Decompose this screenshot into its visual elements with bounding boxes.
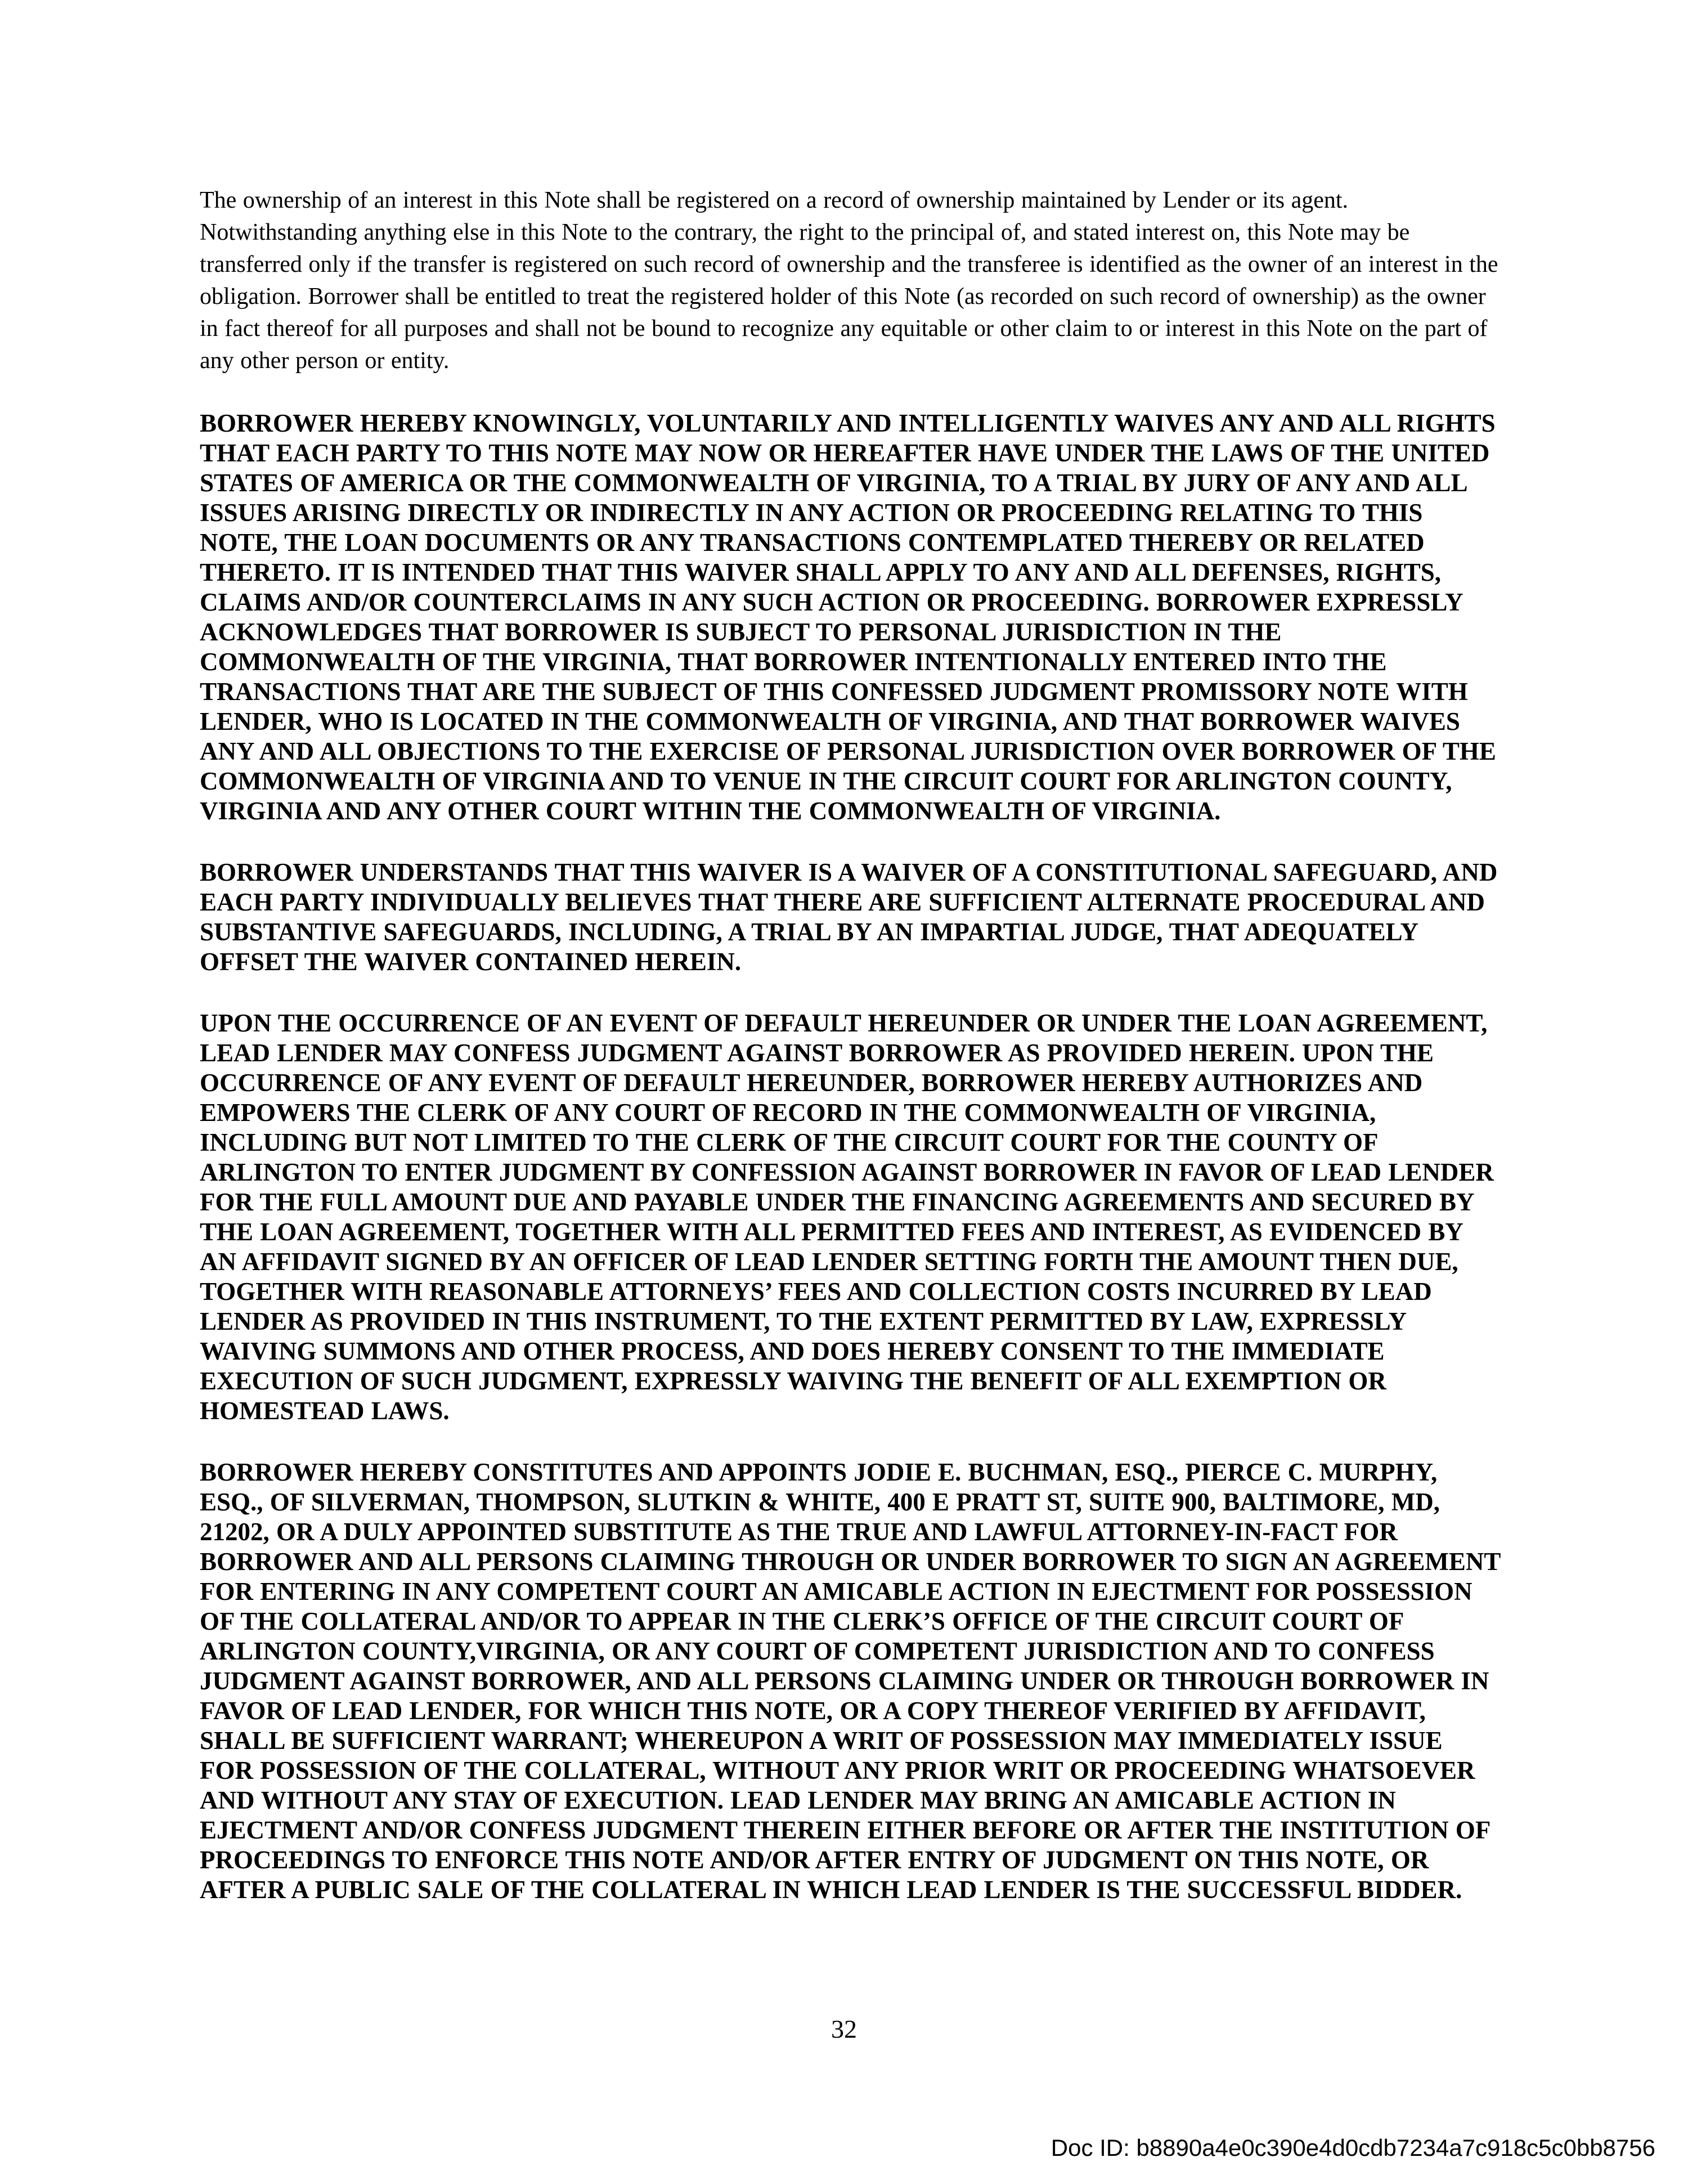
paragraph-note-ownership-registration: The ownership of an interest in this Note shall be registered on a record of ownership maintained by Lender or its agent. Notwithstanding anything else in this Note to the contrary, the right to the principal of, and stated interest on, this Note may be transferred only if the transfer is registered on such record of ownership and the transferee is identified as the owner of an interest in the obligation. Borrower shall be entitled to treat the registered holder of this Note (as recorded on such record of ownership) as the owner in fact thereof for all purposes and shall not be bound to recognize any equitable or other claim to or interest in this Note on the part of any other person or entity. bbox=[200, 187, 1498, 374]
paragraph-confession-of-judgment: UPON THE OCCURRENCE OF AN EVENT OF DEFAULT HEREUNDER OR UNDER THE LOAN AGREEMENT, LEAD LENDER MAY CONFESS JUDGMENT AGAINST BORROWER AS PROVIDED HEREIN. UPON THE OCCURRENCE OF ANY EVENT OF DEFAULT HEREUNDER, BORROWER HEREBY AUTHORIZES AND EMPOWERS THE CLERK OF ANY COURT OF RECORD IN THE COMMONWEALTH OF VIRGINIA, INCLUDING BUT NOT LIMITED TO THE CLERK OF THE CIRCUIT COURT FOR THE COUNTY OF ARLINGTON TO ENTER JUDGMENT BY CONFESSION AGAINST BORROWER IN FAVOR OF LEAD LENDER FOR THE FULL AMOUNT DUE AND PAYABLE UNDER THE FINANCING AGREEMENTS AND SECURED BY THE LOAN AGREEMENT, TOGETHER WITH ALL PERMITTED FEES AND INTEREST, AS EVIDENCED BY AN AFFIDAVIT SIGNED BY AN OFFICER OF LEAD LENDER SETTING FORTH THE AMOUNT THEN DUE, TOGETHER WITH REASONABLE ATTORNEYS’ FEES AND COLLECTION COSTS INCURRED BY LEAD LENDER AS PROVIDED IN THIS INSTRUMENT, TO THE EXTENT PERMITTED BY LAW, EXPRESSLY WAIVING SUMMONS AND OTHER PROCESS, AND DOES HEREBY CONSENT TO THE IMMEDIATE EXECUTION OF SUCH JUDGMENT, EXPRESSLY WAIVING THE BENEFIT OF ALL EXEMPTION OR HOMESTEAD LAWS. bbox=[200, 1009, 1494, 1425]
doc-id-footer: Doc ID: b8890a4e0c390e4d0cdb7234a7c918c5c0bb8756 bbox=[1050, 2134, 1655, 2161]
paragraph-waiver-constitutional-safeguard: BORROWER UNDERSTANDS THAT THIS WAIVER IS A WAIVER OF A CONSTITUTIONAL SAFEGUARD, AND EACH PARTY INDIVIDUALLY BELIEVES THAT THERE ARE SUFFICIENT ALTERNATE PROCEDURAL AND SUBSTANTIVE SAFEGUARDS, INCLUDING, A TRIAL BY AN IMPARTIAL JUDGE, THAT ADEQUATELY OFFSET THE WAIVER CONTAINED HEREIN. bbox=[200, 858, 1498, 976]
page-body-text bbox=[200, 185, 1502, 1936]
paragraph-jury-trial-waiver: BORROWER HEREBY KNOWINGLY, VOLUNTARILY AND INTELLIGENTLY WAIVES ANY AND ALL RIGHTS THAT EACH PARTY TO THIS NOTE MAY NOW OR HEREAFTER HAVE UNDER THE LAWS OF THE UNITED STATES OF AMERICA OR THE COMMONWEALTH OF VIRGINIA, TO A TRIAL BY JURY OF ANY AND ALL ISSUES ARISING DIRECTLY OR INDIRECTLY IN ANY ACTION OR PROCEEDING RELATING TO THIS NOTE, THE LOAN DOCUMENTS OR ANY TRANSACTIONS CONTEMPLATED THEREBY OR RELATED THERETO. IT IS INTENDED THAT THIS WAIVER SHALL APPLY TO ANY AND ALL DEFENSES, RIGHTS, CLAIMS AND/OR COUNTERCLAIMS IN ANY SUCH ACTION OR PROCEEDING. BORROWER EXPRESSLY ACKNOWLEDGES THAT BORROWER IS SUBJECT TO PERSONAL JURISDICTION IN THE COMMONWEALTH OF THE VIRGINIA, THAT BORROWER INTENTIONALLY ENTERED INTO THE TRANSACTIONS THAT ARE THE SUBJECT OF THIS CONFESSED JUDGMENT PROMISSORY NOTE WITH LENDER, WHO IS LOCATED IN THE COMMONWEALTH OF VIRGINIA, AND THAT BORROWER WAIVES ANY AND ALL OBJECTIONS TO THE EXERCISE OF PERSONAL JURISDICTION OVER BORROWER OF THE COMMONWEALTH OF VIRGINIA AND TO VENUE IN THE CIRCUIT COURT FOR ARLINGTON COUNTY, VIRGINIA AND ANY OTHER COURT WITHIN THE COMMONWEALTH OF VIRGINIA. bbox=[200, 409, 1496, 825]
page-number: 32 bbox=[831, 2015, 857, 2043]
paragraph-attorney-in-fact-appointment: BORROWER HEREBY CONSTITUTES AND APPOINTS JODIE E. BUCHMAN, ESQ., PIERCE C. MURPHY, ESQ., OF SILVERMAN, THOMPSON, SLUTKIN & WHITE, 400 E PRATT ST, SUITE 900, BALTIMORE, MD, 21202, OR A DULY APPOINTED SUBSTITUTE AS THE TRUE AND LAWFUL ATTORNEY-IN-FACT FOR BORROWER AND ALL PERSONS CLAIMING THROUGH OR UNDER BORROWER TO SIGN AN AGREEMENT FOR ENTERING IN ANY COMPETENT COURT AN AMICABLE ACTION IN EJECTMENT FOR POSSESSION OF THE COLLATERAL AND/OR TO APPEAR IN THE CLERK’S OFFICE OF THE CIRCUIT COURT OF ARLINGTON COUNTY,VIRGINIA, OR ANY COURT OF COMPETENT JURISDICTION AND TO CONFESS JUDGMENT AGAINST BORROWER, AND ALL PERSONS CLAIMING UNDER OR THROUGH BORROWER IN FAVOR OF LEAD LENDER, FOR WHICH THIS NOTE, OR A COPY THEREOF VERIFIED BY AFFIDAVIT, SHALL BE SUFFICIENT WARRANT; WHEREUPON A WRIT OF POSSESSION MAY IMMEDIATELY ISSUE FOR POSSESSION OF THE COLLATERAL, WITHOUT ANY PRIOR WRIT OR PROCEEDING WHATSOEVER AND WITHOUT ANY STAY OF EXECUTION. LEAD LENDER MAY BRING AN AMICABLE ACTION IN EJECTMENT AND/OR CONFESS JUDGMENT THEREIN EITHER BEFORE OR AFTER THE INSTITUTION OF PROCEEDINGS TO ENFORCE THIS NOTE AND/OR AFTER ENTRY OF JUDGMENT ON THIS NOTE, OR AFTER A PUBLIC SALE OF THE COLLATERAL IN WHICH LEAD LENDER IS THE SUCCESSFUL BIDDER. bbox=[200, 1458, 1501, 1904]
